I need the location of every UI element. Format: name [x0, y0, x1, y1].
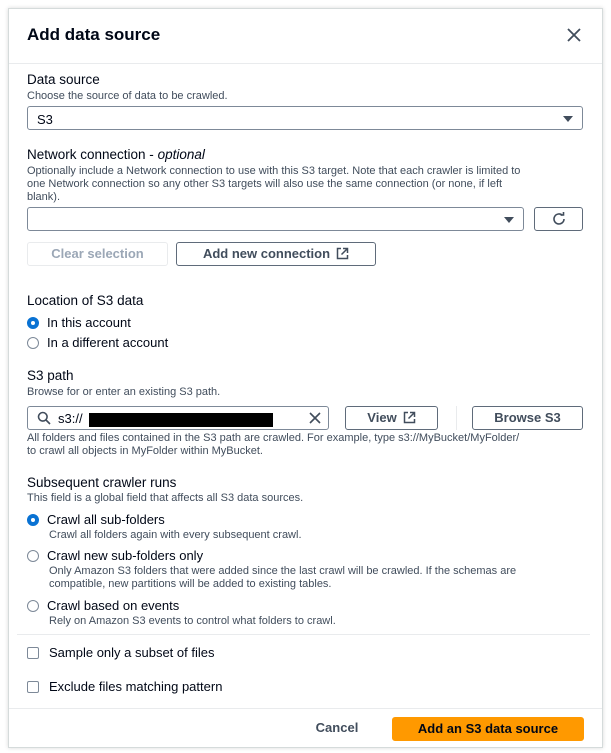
checkbox-label: Sample only a subset of files — [49, 645, 215, 660]
refresh-button[interactable] — [534, 207, 583, 231]
add-new-connection-label: Add new connection — [202, 246, 331, 261]
network-description-line: blank). — [27, 191, 61, 203]
add-s3-data-source-button[interactable]: Add an S3 data source — [392, 717, 584, 741]
search-icon — [37, 411, 51, 425]
radio-label: Crawl new sub-folders only — [47, 548, 204, 563]
redacted-path — [89, 413, 273, 427]
caret-down-icon — [563, 116, 573, 122]
checkbox-sample-subset[interactable] — [27, 645, 214, 660]
radio-label: In a different account — [47, 335, 169, 350]
radio-selected-icon — [27, 317, 39, 329]
header-divider — [9, 63, 602, 64]
radio-unselected-icon — [27, 337, 39, 349]
radio-description-line: Only Amazon S3 folders that were added since the last crawl will be crawled. If the schemas are — [49, 565, 517, 577]
radio-selected-icon — [27, 514, 39, 526]
checkbox-label: Exclude files matching pattern — [49, 679, 223, 694]
data-source-select[interactable] — [27, 106, 583, 130]
s3-path-label: S3 path — [27, 368, 74, 383]
browse-s3-button[interactable]: Browse S3 — [472, 406, 583, 430]
data-source-label: Data source — [27, 72, 100, 87]
modal-title: Add data source — [27, 25, 161, 44]
radio-in-this-account[interactable] — [27, 315, 131, 330]
external-link-icon — [336, 247, 349, 260]
checkbox-unchecked-icon — [27, 681, 39, 693]
section-divider — [17, 634, 590, 635]
cancel-button[interactable]: Cancel — [301, 717, 373, 741]
add-data-source-modal — [8, 8, 603, 748]
optional-tag: optional — [157, 147, 205, 162]
checkbox-exclude-pattern[interactable] — [27, 679, 222, 694]
checkbox-unchecked-icon — [27, 647, 39, 659]
radio-unselected-icon — [27, 600, 39, 612]
s3-path-hint-line: to crawl all objects in MyFolder within MyBucket. — [27, 445, 263, 457]
clear-input-icon[interactable] — [308, 411, 322, 425]
radio-crawl-new[interactable] — [27, 548, 203, 563]
crawler-runs-description: This field is a global field that affects all S3 data sources. — [27, 492, 304, 504]
radio-description — [49, 565, 594, 591]
network-description-line: one Network connection so any other S3 targets will also use the same connection (or none, if left — [27, 178, 503, 190]
close-icon[interactable] — [564, 25, 584, 45]
add-new-connection-button[interactable] — [176, 242, 376, 266]
radio-description: Crawl all folders again with every subsequent crawl. — [49, 529, 302, 541]
refresh-icon — [550, 210, 568, 228]
s3-path-value: s3:// — [58, 411, 83, 426]
radio-unselected-icon — [27, 550, 39, 562]
external-link-icon — [403, 411, 416, 424]
button-divider — [456, 406, 457, 430]
network-connection-description — [27, 165, 592, 204]
footer-divider — [9, 708, 602, 709]
network-connection-select[interactable] — [27, 207, 524, 231]
view-label: View — [367, 410, 397, 425]
view-button[interactable] — [345, 406, 438, 430]
s3-path-hint — [27, 432, 597, 458]
caret-down-icon — [504, 217, 514, 223]
radio-description: Rely on Amazon S3 events to control what folders to crawl. — [49, 615, 336, 627]
radio-description-line: compatible, new partitions will be added to existing tables. — [49, 578, 332, 590]
s3-path-input[interactable] — [27, 406, 329, 430]
radio-label: In this account — [47, 315, 131, 330]
location-label: Location of S3 data — [27, 293, 144, 308]
data-source-value: S3 — [37, 112, 53, 127]
network-description-line: Optionally include a Network connection to use with this S3 target. Note that each crawler is limited to — [27, 165, 521, 177]
crawler-runs-label: Subsequent crawler runs — [27, 475, 177, 490]
radio-crawl-all[interactable] — [27, 512, 165, 527]
data-source-description: Choose the source of data to be crawled. — [27, 90, 228, 102]
s3-path-description: Browse for or enter an existing S3 path. — [27, 386, 221, 398]
clear-selection-button[interactable]: Clear selection — [27, 242, 168, 266]
radio-label: Crawl all sub-folders — [47, 512, 165, 527]
modal-header — [27, 23, 592, 49]
radio-label: Crawl based on events — [47, 598, 180, 613]
radio-crawl-events[interactable] — [27, 598, 179, 613]
radio-different-account[interactable] — [27, 335, 168, 350]
s3-path-hint-line: All folders and files contained in the S3 path are crawled. For example, type s3://MyBucket/MyFolder/ — [27, 432, 520, 444]
network-connection-label-text: Network connection - — [27, 147, 158, 162]
network-connection-label — [27, 147, 205, 162]
